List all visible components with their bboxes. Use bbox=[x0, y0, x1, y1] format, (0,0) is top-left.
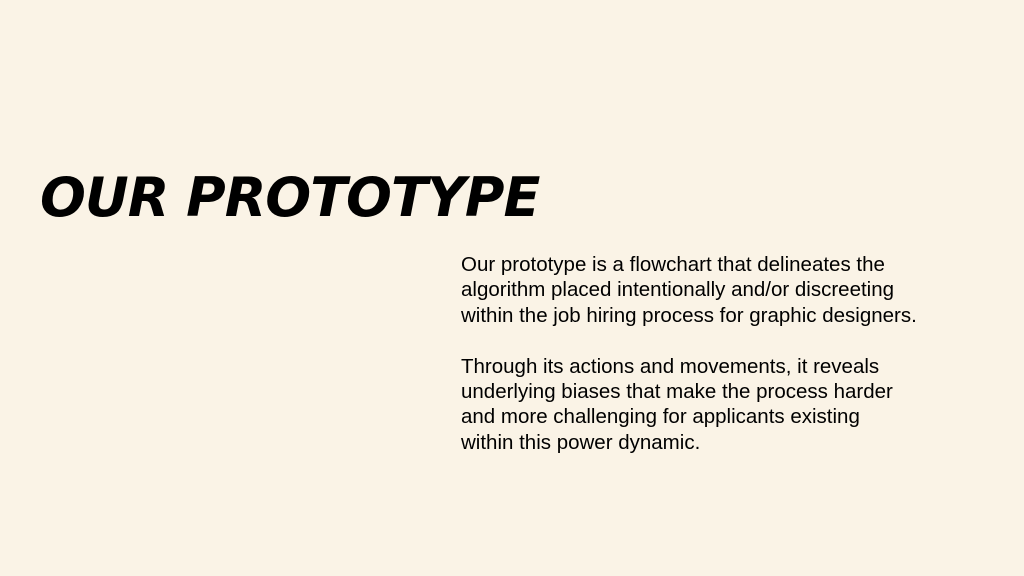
slide-title: OUR PROTOTYPE bbox=[40, 166, 540, 229]
paragraph-description: Our prototype is a flowchart that delineates the algorithm placed intentionally and/or discreeting within the job hiring process for graphic designers. bbox=[461, 253, 917, 327]
body-text-block bbox=[461, 252, 1001, 455]
paragraph-biases: Through its actions and movements, it reveals underlying biases that make the process harder and more challenging for applicants existing within this power dynamic. bbox=[461, 354, 893, 454]
